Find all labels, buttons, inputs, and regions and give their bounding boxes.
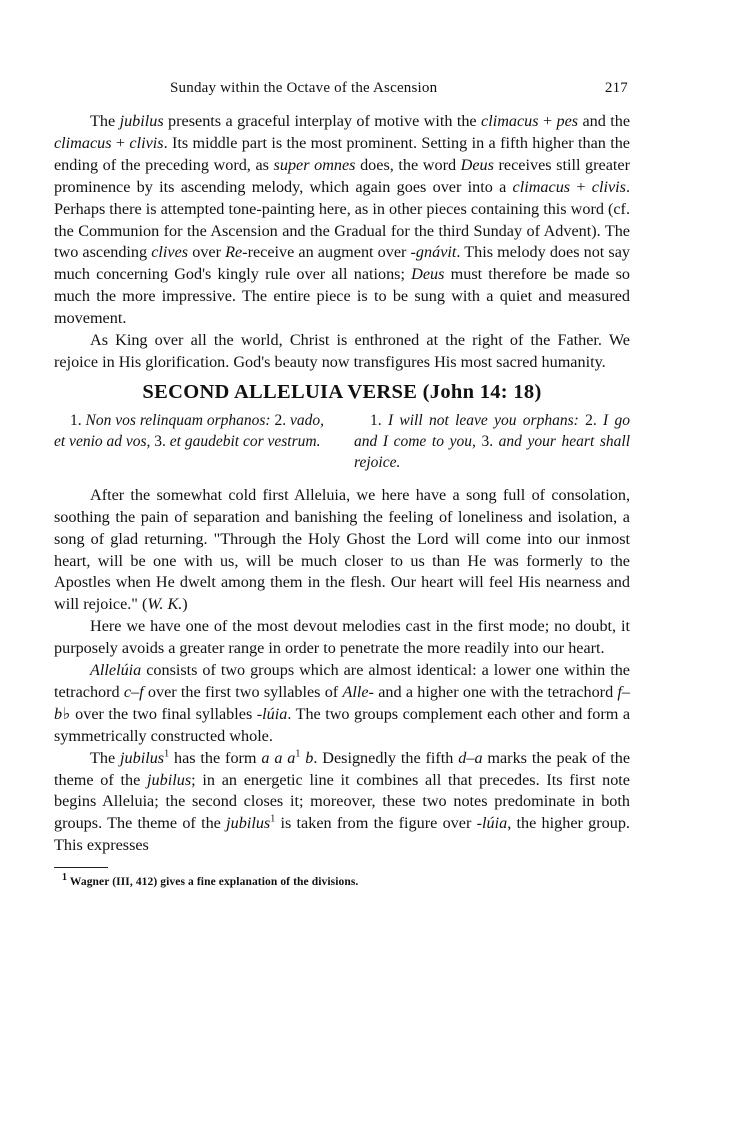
running-header <box>54 74 630 98</box>
verse-columns <box>54 410 630 473</box>
paragraph-first-mode: Here we have one of the most devout melodies cast in the first mode; no doubt, it purposely avoids a greater range in order to penetrate the more readily into our heart. <box>54 617 630 658</box>
paragraph-consolation: After the somewhat cold first Alleluia, we here have a song full of consolation, soothing the pain of separation and banishing the feeling of loneliness and isolation, a song of glad returning. "Through the Holy Ghost the Lord will come into our inmost heart, will be one with us, will be much closer to us than He was formerly to the Apostles when He dwelt among them in the flesh. Our heart will feel His nearness and will rejoice." (W. K.) <box>54 485 630 614</box>
section-heading: SECOND ALLELUIA VERSE (John 14: 18) <box>142 380 542 403</box>
footnote-rule <box>54 867 108 868</box>
paragraph-jubilus-form: The jubilus$^1$ has the form a a $a^1$ b. Designedly the fifth d–a marks the peak of the theme of the jubilus; in an energetic line it combines all that precedes. Its first note begins Alleluia; the second closes it; moreover, these two notes predominate in both groups. The theme of the jubilus$^1$ is taken from the figure over -lúia, the higher group. This expresses <box>54 748 631 855</box>
paragraph-alleluia-groups: Allelúia consists of two groups which are almost identical: a lower one within the tetrachord c–f over the first two syllables of Alle- and a higher one with the tetrachord f–b♭ over the two final syllables -lúia. The two groups complement each other and form a symmetrically constructed whole. <box>54 661 631 745</box>
page-number: 217 <box>604 80 628 96</box>
footnote: $^1$ Wagner (III, 412) gives a fine explanation of the divisions. <box>62 872 359 889</box>
running-title: Sunday within the Octave of the Ascension <box>170 80 438 96</box>
book-page <box>54 74 630 894</box>
latin-verse: 1. Non vos relinquam orphanos: 2. vado, et venio ad vos, 3. et gaudebit cor vestrum. <box>54 411 325 450</box>
paragraph-king: As King over all the world, Christ is enthroned at the right of the Father. We rejoice in His glorification. God's beauty now transfigures His most sacred humanity. <box>54 331 630 371</box>
paragraph-jubilus: The jubilus presents a graceful interplay of motive with the climacus + pes and the climacus + clivis. Its middle part is the most prominent. Setting in a fifth higher than the ending of the preceding word, as super omnes does, the word Deus receives still greater prominence by its ascending melody, which again goes over into a climacus + clivis. Perhaps there is attempted tone-painting here, as in other pieces containing this word (cf. the Communion for the Ascension and the Gradual for the third Sunday of Advent). The two ascending clives over Re-receive an augment over -gnávit. This melody does not say much concerning God's kingly rule over all nations; Deus must therefore be made so much the more impressive. The entire piece is to be sung with a quiet and measured movement. <box>54 112 631 328</box>
english-verse: 1. I will not leave you orphans: 2. I go and I come to you, 3. and your heart shall rejoice. <box>354 411 631 471</box>
